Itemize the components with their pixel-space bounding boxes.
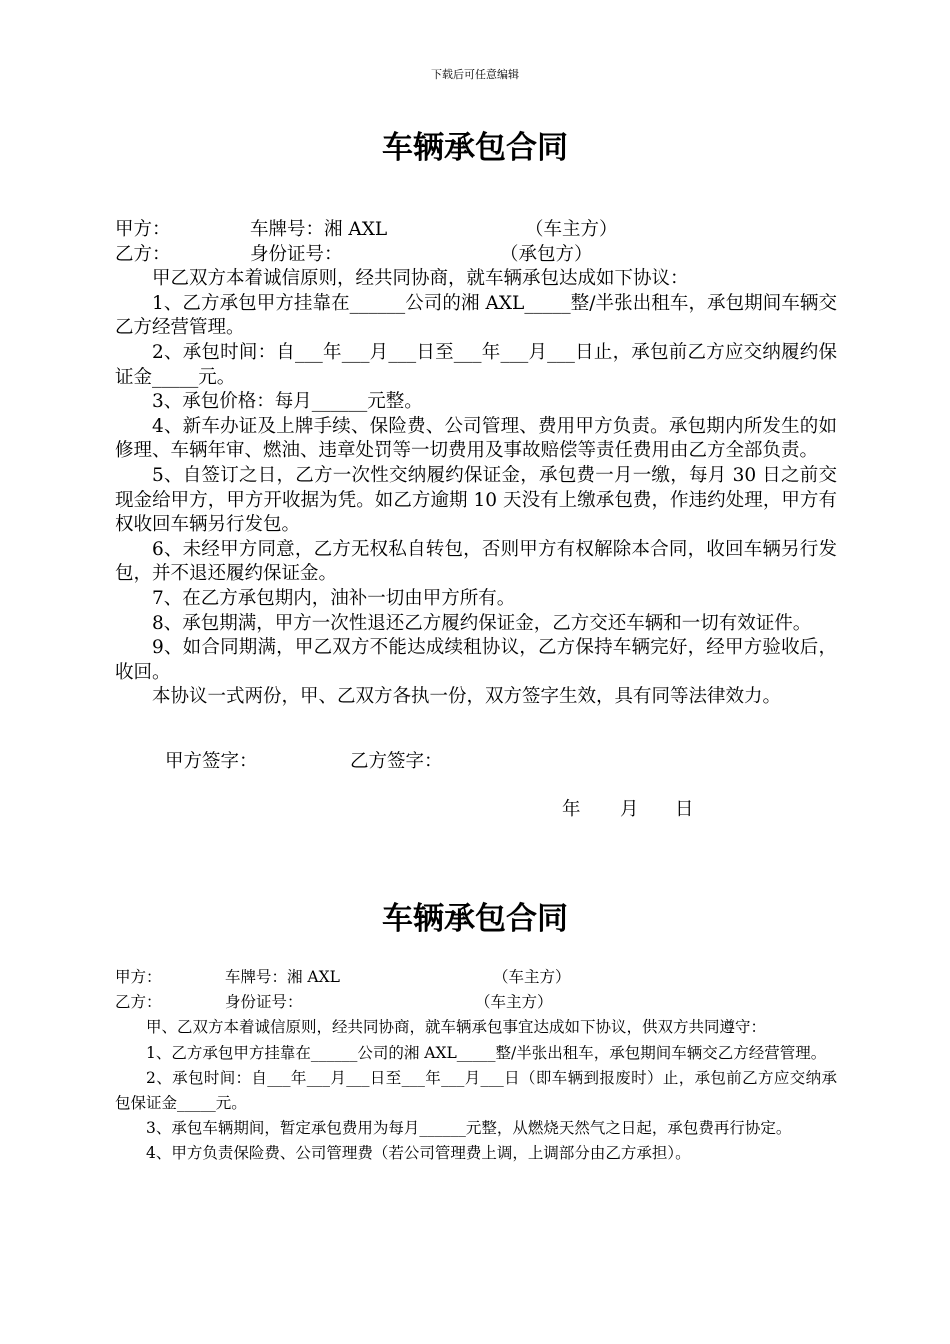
header-note: 下载后可任意编辑 [431,68,519,81]
paragraph: 4、甲方负责保险费、公司管理费（若公司管理费上调，上调部分由乙方承担）。 [146,1144,691,1163]
paragraph: 甲、乙双方本着诚信原则，经共同协商，就车辆承包事宜达成如下协议，供双方共同遵守： [146,1018,767,1037]
paragraph: 9、如合同期满，甲乙双方不能达成续租协议，乙方保持车辆完好，经甲方验收后，收回。 [115,637,837,683]
party-b-label: 乙方： [115,993,162,1012]
party-a-role: （车主方） [525,219,618,240]
paragraph: 本协议一式两份，甲、乙双方各执一份，双方签字生效，具有同等法律效力。 [152,686,782,708]
date-year: 年 [562,799,581,821]
paragraph: 甲乙双方本着诚信原则，经共同协商，就车辆承包达成如下协议： [152,268,689,290]
paragraph: 4、新车办证及上牌手续、保险费、公司管理、费用甲方负责。承包期内所发生的如修理、车辆年审、燃油、违章处罚等一切费用及事故赔偿等责任费用由乙方全部负责。 [115,415,837,462]
paragraph: 2、承包时间：自___年___月___日至___年___月___日（即车辆到报废时）止，承包前乙方应交纳承包保证金_____元。 [115,1068,837,1112]
paragraph: 5、自签订之日，乙方一次性交纳履约保证金，承包费一月一缴，每月 30 日之前交现金给甲方，甲方开收据为凭。如乙方逾期 10 天没有上缴承包费，作违约处理，甲方有权收回车辆另行发包。 [115,464,837,536]
party-b-label: 乙方： [115,243,171,265]
party-a-row [115,965,837,990]
contract-title-1: 车辆承包合同 [382,130,568,166]
paragraph: 2、承包时间：自___年___月___日至___年___月___日止，承包前乙方应交纳履约保证金_____元。 [115,341,837,388]
paragraph: 8、承包期满，甲方一次性退还乙方履约保证金，乙方交还车辆和一切有效证件。 [152,612,812,634]
party-a-role: （车主方） [493,968,571,986]
sign-a-label: 甲方签字： [165,750,258,772]
plate-label: 车牌号：湘 AXL [250,219,388,240]
id-label: 身份证号： [225,993,303,1012]
party-a-row [115,218,837,243]
contract-section-2 [115,965,837,1167]
sign-b-label: 乙方签字： [350,750,443,772]
party-a-label: 甲方： [115,968,162,986]
paragraph: 3、承包价格：每月______元整。 [152,391,423,413]
party-b-role: （承包方） [500,243,593,265]
party-a-label: 甲方： [115,219,171,240]
paragraph: 1、乙方承包甲方挂靠在______公司的湘 AXL_____整/半张出租车，承包期间车辆交乙方经营管理。 [115,292,837,339]
signature-row [115,750,837,775]
contract-section-1 [115,218,837,823]
party-b-row [115,990,837,1015]
date-month: 月 [620,799,639,821]
date-day: 日 [675,799,694,821]
paragraph: 6、未经甲方同意，乙方无权私自转包，否则甲方有权解除本合同，收回车辆另行发包，并不退还履约保证金。 [115,538,837,585]
paragraph: 3、承包车辆期间，暂定承包费用为每月______元整，从燃烧天然气之日起，承包费再行协定。 [146,1119,792,1138]
paragraph: 1、乙方承包甲方挂靠在______公司的湘 AXL_____整/半张出租车，承包期间车辆交乙方经营管理。 [146,1043,827,1062]
plate-label: 车牌号：湘 AXL [225,968,340,986]
party-b-row [115,243,837,268]
contract-title-2: 车辆承包合同 [382,901,568,937]
date-row [115,798,837,823]
paragraph: 7、在乙方承包期内，油补一切由甲方所有。 [152,587,516,609]
id-label: 身份证号： [250,243,343,265]
party-b-role: （车主方） [475,993,553,1012]
